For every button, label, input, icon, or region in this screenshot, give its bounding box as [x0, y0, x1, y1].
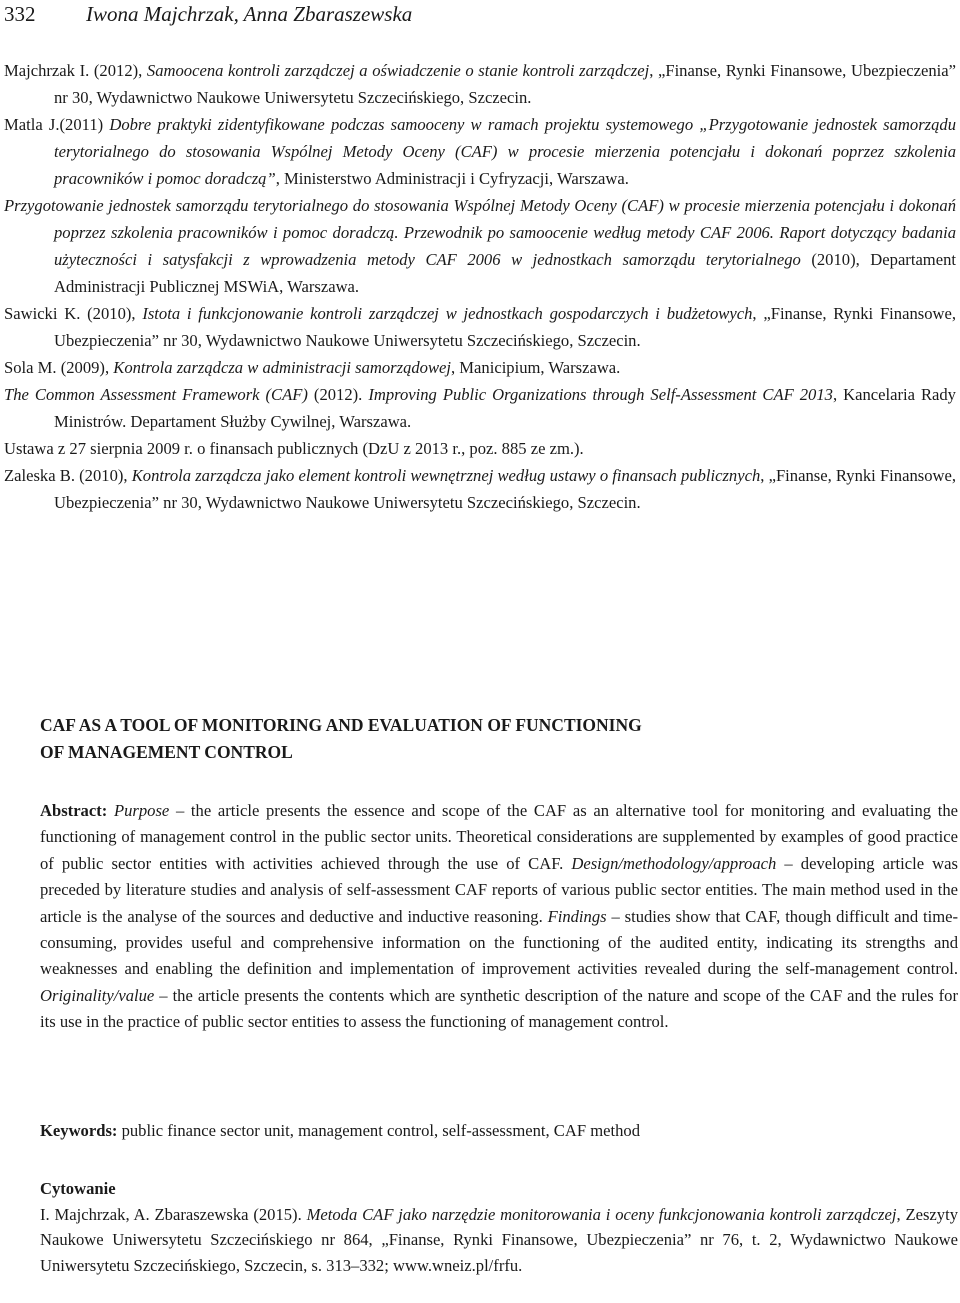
reference-item: The Common Assessment Framework (CAF) (2012). Improving Public Organizations through Self-Assessment CAF 2013, Kancelaria Rady Ministrów. Departament Służby Cywilnej, Warszawa.	[4, 385, 956, 431]
running-header	[4, 0, 412, 28]
citation-heading: Cytowanie	[40, 1179, 116, 1198]
reference-item: Ustawa z 27 sierpnia 2009 r. o finansach publicznych (DzU z 2013 r., poz. 885 ze zm.).	[4, 439, 584, 458]
keywords: Keywords: public finance sector unit, management control, self-assessment, CAF method	[40, 1121, 641, 1140]
article-title-line: CAF AS A TOOL OF MONITORING AND EVALUATION OF FUNCTIONING	[40, 715, 642, 735]
running-authors: Iwona Majchrzak, Anna Zbaraszewska	[86, 2, 413, 26]
abstract-label: Abstract:	[40, 801, 108, 820]
article-title	[40, 712, 920, 766]
reference-item: Matla J.(2011) Dobre praktyki zidentyfikowane podczas samooceny w ramach projektu systemowego „Przygotowanie jednostek samorządu terytorialnego do stosowania Wspólnej Metody Oceny (CAF) w procesie mierzenia potencjału i dokonań poprzez szkolenia pracowników i pomoc doradczą”, Ministerstwo Administracji i Cyfryzacji, Warszawa.	[4, 115, 957, 188]
page-number: 332	[4, 2, 36, 26]
keywords-label: Keywords:	[40, 1121, 118, 1140]
reference-item: Sola M. (2009), Kontrola zarządcza w administracji samorządowej, Manicipium, Warszawa.	[4, 358, 621, 377]
reference-item: Majchrzak I. (2012), Samoocena kontroli zarządczej a oświadczenie o stanie kontroli zarządczej, „Finanse, Rynki Finansowe, Ubezpieczenia” nr 30, Wydawnictwo Naukowe Uniwersytetu Szczecińskiego, Szczecin.	[4, 61, 956, 107]
reference-item: Sawicki K. (2010), Istota i funkcjonowanie kontroli zarządczej w jednostkach gospodarczych i budżetowych, „Finanse, Rynki Finansowe, Ubezpieczenia” nr 30, Wydawnictwo Naukowe Uniwersytetu Szczecińskiego, Szczecin.	[4, 304, 957, 350]
reference-item: Zaleska B. (2010), Kontrola zarządcza jako element kontroli wewnętrznej według ustawy o finansach publicznych, „Finanse, Rynki Finansowe, Ubezpieczenia” nr 30, Wydawnictwo Naukowe Uniwersytetu Szczecińskiego, Szczecin.	[4, 466, 957, 512]
reference-list	[4, 57, 956, 516]
article-title-line: OF MANAGEMENT CONTROL	[40, 742, 293, 762]
abstract: Abstract: Purpose – the article presents the essence and scope of the CAF as an alternative tool for monitoring and evaluating the functioning of management control in the public sector units. Theoretical considerations are supplemented by examples of good practice of public sector entities with activities achieved through the use of CAF. Design/methodology/approach – developing article was preceded by literature studies and analysis of self-assessment CAF reports of various public sector entities. The main method used in the article is the analyse of the sources and deductive and inductive reasoning. Findings – studies show that CAF, though difficult and time-consuming, provides useful and comprehensive information on the functioning of the audited entity, indicating its strengths and weaknesses and enabling the definition and implementation of improvement activities revealed during the self-management control. Originality/value – the article presents the contents which are synthetic description of the nature and scope of the CAF and the rules for its use in the practice of public sector entities to assess the functioning of management control.	[40, 801, 959, 1032]
reference-item: Przygotowanie jednostek samorządu terytorialnego do stosowania Wspólnej Metody Oceny (CAF) w procesie mierzenia potencjału i dokonań poprzez szkolenia pracowników i pomoc doradczą. Przewodnik po samoocenie według metody CAF 2006. Raport dotyczący badania użyteczności i satysfakcji z wprowadzenia metody CAF 2006 w jednostkach samorządu terytorialnego (2010), Departament Administracji Publicznej MSWiA, Warszawa.	[4, 196, 956, 296]
citation: I. Majchrzak, A. Zbaraszewska (2015). Metoda CAF jako narzędzie monitorowania i oceny funkcjonowania kontroli zarządczej, Zeszyty Naukowe Uniwersytetu Szczecińskiego nr 864, „Finanse, Rynki Finansowe, Ubezpieczenia” nr 76, t. 2, Wydawnictwo Naukowe Uniwersytetu Szczecińskiego, Szczecin, s. 313–332; www.wneiz.pl/frfu.	[40, 1205, 959, 1275]
